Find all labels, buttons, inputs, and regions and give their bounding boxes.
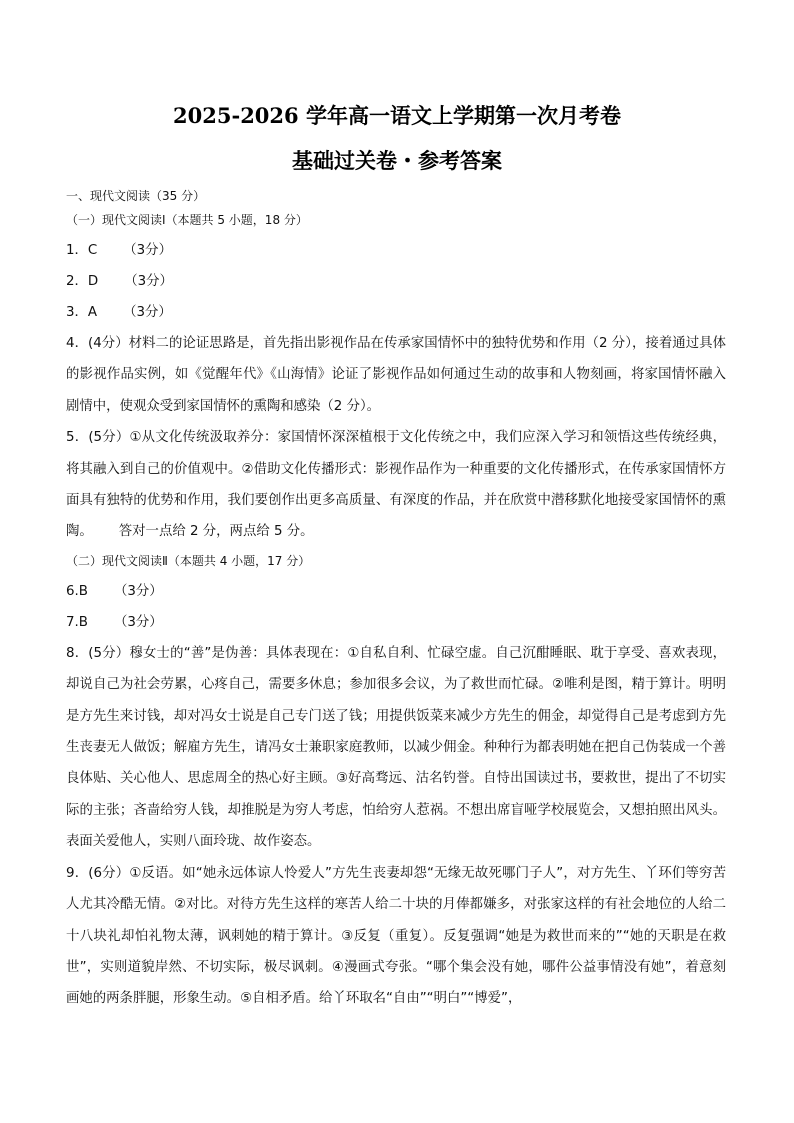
answer-1: [66, 235, 726, 266]
answer-score: （3分）: [124, 274, 173, 289]
answer-score: （3分）: [113, 614, 163, 630]
answer-9: 9．(6分）①反语。如“她永远体谅人怜爱人”方先生丧妻却怨“无缘无故死哪门子人”，对方先生、丫环们等穷苦人尤其冷酷无情。②对比。对待方先生这样的寒苦人给二十块的月俸都嫌多，对张家这样的有社会地位的人给二十八块礼却怕礼物太薄，讽刺她的精于算计。③反复（重复）。反复强调“她是为救世而来的”“她的天职是在救世”，实则道貌岸然、不切实际，极尽讽刺。④漫画式夸张。“哪个集会没有她，哪件公益事情没有她”，着意刻画她的两条胖腿，形象生动。⑤自相矛盾。给丫环取名“自由”“明白”“博爱”，: [66, 865, 726, 1007]
answer-5-text: 5．(5分）①从文化传统汲取养分：家国情怀深深植根于文化传统之中，我们应深入学习和领悟这些传统经典，将其融入到自己的价值观中。②借助文化传播形式：影视作品作为一种重要的文化传播形式，在传承家国情怀方面具有独特的优势和作用，我们要创作出更多高质量、有深度的作品，并在欣赏中潜移默化地接受家国情怀的熏陶。: [66, 430, 726, 540]
answer-score: （3分）: [123, 243, 172, 258]
answer-content: [66, 185, 726, 1015]
answer-number: 1．C: [66, 243, 98, 258]
answer-8: 8．(5分）穆女士的“善”是伪善：具体表现在：①自私自利、忙碌空虚。自己沉酣睡眠、耽于享受、喜欢表现，却说自己为社会劳累，心疼自己，需要多休息；参加很多会议，为了救世而忙碌。②唯利是图，精于算计。明明是方先生来讨钱，却对冯女士说是自己专门送了钱；用提供饭菜来减少方先生的佣金，却觉得自己是考虑到方先生丧妻无人做饭；解雇方先生，请冯女士兼职家庭教师，以减少佣金。种种行为都表明她在把自己伪装成一个善良体贴、关心他人、思虑周全的热心好主顾。③好高骛远、沽名钓誉。自恃出国读过书，要救世，提出了不切实际的主张；吝啬给穷人钱，却推脱是为穷人考虑，怕给穷人惹祸。不想出席盲哑学校展览会，又想拍照出风头。表面关爱他人，实则八面玲珑、故作姿态。: [66, 645, 726, 850]
answer-6: [66, 576, 726, 607]
answer-5: [66, 422, 726, 548]
answer-number: 6.B: [66, 583, 88, 599]
answer-score: （3分）: [113, 583, 163, 599]
answer-7: [66, 607, 726, 638]
answer-3: [66, 297, 726, 328]
answer-4: 4．(4分）材料二的论证思路是，首先指出影视作品在传承家国情怀中的独特优势和作用（2 分），接着通过具体的影视作品实例，如《觉醒年代》《山海情》论证了影视作品如何通过生动的故事和人物刻画，将家国情怀融入剧情中，使观众受到家国情怀的熏陶和感染（2 分）。: [66, 336, 726, 414]
answer-number: 2．D: [66, 274, 99, 289]
answer-number: 3．A: [66, 305, 98, 320]
subsection-heading-1: （一）现代文阅读Ⅰ（本题共 5 小题，18 分）: [66, 213, 308, 227]
page-title: 2025-2026 学年高一语文上学期第一次月考卷: [173, 103, 621, 128]
answer-number: 7.B: [66, 614, 88, 630]
subsection-heading-2: （二）现代文阅读Ⅱ（本题共 4 小题，17 分）: [66, 553, 311, 568]
section-heading: 一、现代文阅读（35 分）: [66, 189, 206, 203]
answer-score: （3分）: [123, 305, 172, 320]
page-subtitle: 基础过关卷・参考答案: [292, 148, 502, 173]
answer-2: [66, 266, 726, 297]
answer-5-scoring-note: 答对一点给 2 分，两点给 5 分。: [118, 524, 314, 540]
